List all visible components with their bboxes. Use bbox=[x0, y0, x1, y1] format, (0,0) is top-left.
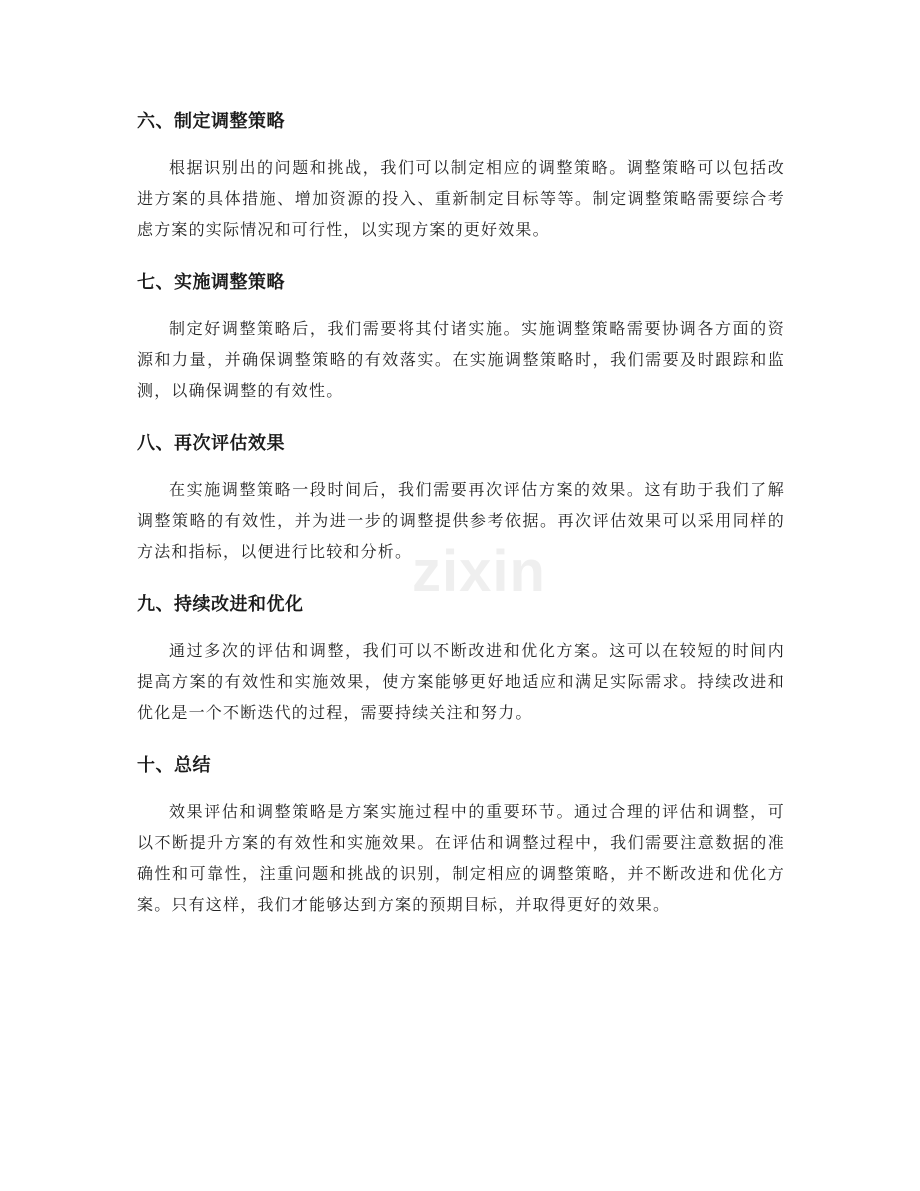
section-8 bbox=[137, 428, 785, 567]
section-heading: 八、再次评估效果 bbox=[137, 433, 285, 454]
section-paragraph: 效果评估和调整策略是方案实施过程中的重要环节。通过合理的评估和调整，可以不断提升方案的有效性和实施效果。在评估和调整过程中，我们需要注意数据的准确性和可靠性，注重问题和挑战的识别，制定相应的调整策略，并不断改进和优化方案。只有这样，我们才能够达到方案的预期目标，并取得更好的效果。 bbox=[137, 802, 785, 914]
section-6 bbox=[137, 106, 785, 245]
section-7 bbox=[137, 267, 785, 406]
section-10 bbox=[137, 750, 785, 920]
section-paragraph: 根据识别出的问题和挑战，我们可以制定相应的调整策略。调整策略可以包括改进方案的具体措施、增加资源的投入、重新制定目标等等。制定调整策略需要综合考虑方案的实际情况和可行性，以实现方案的更好效果。 bbox=[137, 158, 785, 239]
section-paragraph: 制定好调整策略后，我们需要将其付诸实施。实施调整策略需要协调各方面的资源和力量，并确保调整策略的有效落实。在实施调整策略时，我们需要及时跟踪和监测，以确保调整的有效性。 bbox=[137, 319, 785, 400]
section-heading: 七、实施调整策略 bbox=[137, 272, 285, 293]
section-9 bbox=[137, 589, 785, 728]
document-body bbox=[137, 106, 785, 942]
section-heading: 十、总结 bbox=[137, 755, 211, 776]
section-paragraph: 通过多次的评估和调整，我们可以不断改进和优化方案。这可以在较短的时间内提高方案的有效性和实施效果，使方案能够更好地适应和满足实际需求。持续改进和优化是一个不断迭代的过程，需要持续关注和努力。 bbox=[137, 641, 785, 722]
section-heading: 六、制定调整策略 bbox=[137, 111, 285, 132]
section-paragraph: 在实施调整策略一段时间后，我们需要再次评估方案的效果。这有助于我们了解调整策略的有效性，并为进一步的调整提供参考依据。再次评估效果可以采用同样的方法和指标，以便进行比较和分析。 bbox=[137, 480, 785, 561]
section-heading: 九、持续改进和优化 bbox=[137, 594, 304, 615]
watermark: zixin bbox=[412, 539, 546, 604]
